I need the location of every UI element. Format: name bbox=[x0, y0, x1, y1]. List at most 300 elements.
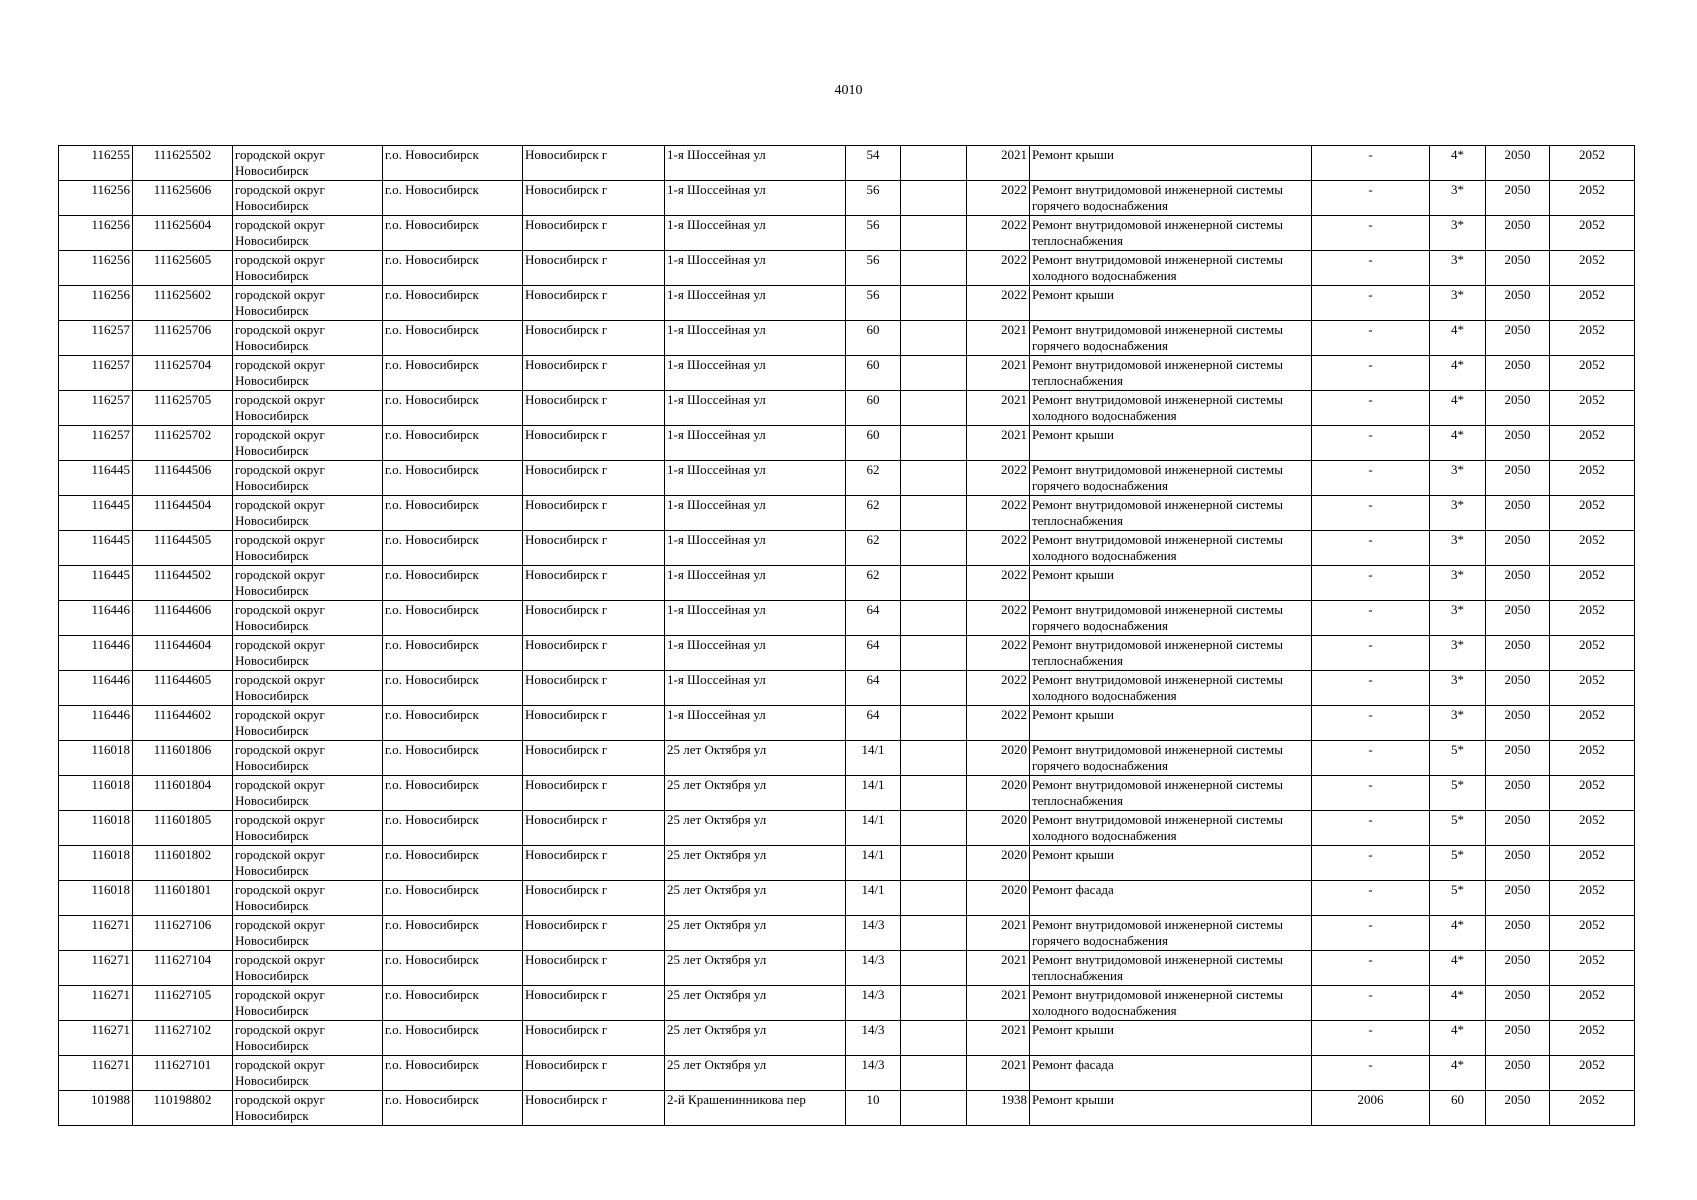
cell-building bbox=[901, 986, 967, 1021]
cell-service-life: 4* bbox=[1430, 146, 1486, 181]
cell-street: 1-я Шоссейная ул bbox=[665, 286, 846, 321]
cell-settlement: Новосибирск г bbox=[523, 426, 665, 461]
cell-year-built: 2022 bbox=[967, 671, 1030, 706]
cell-municipality: городской округ Новосибирск bbox=[233, 531, 383, 566]
cell-building bbox=[901, 461, 967, 496]
cell-work-type: Ремонт внутридомовой инженерной системы горячего водоснабжения bbox=[1030, 461, 1312, 496]
cell-year-built: 2020 bbox=[967, 881, 1030, 916]
cell-building bbox=[901, 1056, 967, 1091]
cell-municipal-district: г.о. Новосибирск bbox=[383, 251, 523, 286]
cell-last-repair-year: - bbox=[1312, 251, 1430, 286]
cell-street: 25 лет Октября ул bbox=[665, 986, 846, 1021]
cell-settlement: Новосибирск г bbox=[523, 461, 665, 496]
cell-element-id: 111627104 bbox=[133, 951, 233, 986]
cell-last-repair-year: - bbox=[1312, 531, 1430, 566]
cell-element-id: 111625705 bbox=[133, 391, 233, 426]
cell-building bbox=[901, 881, 967, 916]
cell-settlement: Новосибирск г bbox=[523, 636, 665, 671]
cell-planned-year-start: 2050 bbox=[1486, 356, 1550, 391]
cell-year-built: 1938 bbox=[967, 1091, 1030, 1126]
cell-work-type: Ремонт крыши bbox=[1030, 706, 1312, 741]
cell-municipal-district: г.о. Новосибирск bbox=[383, 426, 523, 461]
cell-planned-year-end: 2052 bbox=[1550, 496, 1635, 531]
cell-year-built: 2022 bbox=[967, 706, 1030, 741]
cell-last-repair-year: - bbox=[1312, 951, 1430, 986]
cell-municipal-district: г.о. Новосибирск bbox=[383, 1091, 523, 1126]
cell-municipal-district: г.о. Новосибирск bbox=[383, 461, 523, 496]
cell-element-id: 111601802 bbox=[133, 846, 233, 881]
cell-object-id: 116257 bbox=[59, 321, 133, 356]
cell-last-repair-year: 2006 bbox=[1312, 1091, 1430, 1126]
cell-year-built: 2021 bbox=[967, 951, 1030, 986]
cell-building bbox=[901, 426, 967, 461]
cell-year-built: 2021 bbox=[967, 986, 1030, 1021]
cell-service-life: 4* bbox=[1430, 356, 1486, 391]
cell-building bbox=[901, 706, 967, 741]
cell-planned-year-end: 2052 bbox=[1550, 986, 1635, 1021]
cell-municipality: городской округ Новосибирск bbox=[233, 426, 383, 461]
cell-building bbox=[901, 251, 967, 286]
cell-settlement: Новосибирск г bbox=[523, 531, 665, 566]
cell-settlement: Новосибирск г bbox=[523, 1056, 665, 1091]
table-row bbox=[59, 1091, 1635, 1126]
cell-work-type: Ремонт внутридомовой инженерной системы горячего водоснабжения bbox=[1030, 181, 1312, 216]
table-row bbox=[59, 1021, 1635, 1056]
cell-last-repair-year: - bbox=[1312, 1021, 1430, 1056]
cell-house-number: 56 bbox=[846, 216, 901, 251]
cell-service-life: 4* bbox=[1430, 951, 1486, 986]
cell-object-id: 116271 bbox=[59, 986, 133, 1021]
cell-street: 1-я Шоссейная ул bbox=[665, 496, 846, 531]
cell-municipal-district: г.о. Новосибирск bbox=[383, 776, 523, 811]
cell-year-built: 2022 bbox=[967, 636, 1030, 671]
cell-planned-year-start: 2050 bbox=[1486, 811, 1550, 846]
cell-service-life: 5* bbox=[1430, 811, 1486, 846]
cell-house-number: 14/3 bbox=[846, 916, 901, 951]
cell-building bbox=[901, 216, 967, 251]
cell-planned-year-end: 2052 bbox=[1550, 636, 1635, 671]
table-row bbox=[59, 286, 1635, 321]
cell-service-life: 3* bbox=[1430, 181, 1486, 216]
cell-settlement: Новосибирск г bbox=[523, 321, 665, 356]
cell-municipal-district: г.о. Новосибирск bbox=[383, 1056, 523, 1091]
cell-object-id: 116445 bbox=[59, 496, 133, 531]
cell-settlement: Новосибирск г bbox=[523, 951, 665, 986]
cell-building bbox=[901, 391, 967, 426]
cell-street: 1-я Шоссейная ул bbox=[665, 531, 846, 566]
cell-year-built: 2022 bbox=[967, 461, 1030, 496]
cell-work-type: Ремонт внутридомовой инженерной системы горячего водоснабжения bbox=[1030, 741, 1312, 776]
cell-building bbox=[901, 1021, 967, 1056]
cell-planned-year-start: 2050 bbox=[1486, 216, 1550, 251]
registry-table bbox=[58, 145, 1635, 1126]
cell-year-built: 2021 bbox=[967, 1056, 1030, 1091]
cell-planned-year-end: 2052 bbox=[1550, 706, 1635, 741]
cell-object-id: 116018 bbox=[59, 881, 133, 916]
cell-municipal-district: г.о. Новосибирск bbox=[383, 566, 523, 601]
cell-municipality: городской округ Новосибирск bbox=[233, 1091, 383, 1126]
cell-settlement: Новосибирск г bbox=[523, 846, 665, 881]
cell-work-type: Ремонт крыши bbox=[1030, 1021, 1312, 1056]
cell-street: 1-я Шоссейная ул bbox=[665, 391, 846, 426]
cell-element-id: 111601805 bbox=[133, 811, 233, 846]
cell-last-repair-year: - bbox=[1312, 741, 1430, 776]
cell-service-life: 5* bbox=[1430, 741, 1486, 776]
cell-building bbox=[901, 951, 967, 986]
cell-last-repair-year: - bbox=[1312, 811, 1430, 846]
cell-street: 1-я Шоссейная ул bbox=[665, 426, 846, 461]
cell-municipality: городской округ Новосибирск bbox=[233, 146, 383, 181]
cell-street: 25 лет Октября ул bbox=[665, 951, 846, 986]
cell-house-number: 10 bbox=[846, 1091, 901, 1126]
cell-service-life: 3* bbox=[1430, 286, 1486, 321]
cell-planned-year-start: 2050 bbox=[1486, 321, 1550, 356]
cell-municipality: городской округ Новосибирск bbox=[233, 741, 383, 776]
cell-last-repair-year: - bbox=[1312, 706, 1430, 741]
cell-municipal-district: г.о. Новосибирск bbox=[383, 321, 523, 356]
cell-year-built: 2021 bbox=[967, 426, 1030, 461]
cell-building bbox=[901, 601, 967, 636]
cell-last-repair-year: - bbox=[1312, 461, 1430, 496]
cell-object-id: 116271 bbox=[59, 951, 133, 986]
cell-house-number: 14/1 bbox=[846, 776, 901, 811]
cell-work-type: Ремонт фасада bbox=[1030, 1056, 1312, 1091]
cell-municipal-district: г.о. Новосибирск bbox=[383, 216, 523, 251]
cell-planned-year-end: 2052 bbox=[1550, 216, 1635, 251]
table-row bbox=[59, 146, 1635, 181]
cell-element-id: 111625606 bbox=[133, 181, 233, 216]
cell-municipality: городской округ Новосибирск bbox=[233, 776, 383, 811]
cell-street: 1-я Шоссейная ул bbox=[665, 706, 846, 741]
cell-work-type: Ремонт внутридомовой инженерной системы холодного водоснабжения bbox=[1030, 671, 1312, 706]
cell-service-life: 4* bbox=[1430, 916, 1486, 951]
cell-work-type: Ремонт крыши bbox=[1030, 146, 1312, 181]
cell-street: 1-я Шоссейная ул bbox=[665, 146, 846, 181]
cell-municipal-district: г.о. Новосибирск bbox=[383, 846, 523, 881]
cell-municipality: городской округ Новосибирск bbox=[233, 566, 383, 601]
cell-municipality: городской округ Новосибирск bbox=[233, 496, 383, 531]
table-row bbox=[59, 531, 1635, 566]
cell-street: 1-я Шоссейная ул bbox=[665, 216, 846, 251]
cell-building bbox=[901, 916, 967, 951]
cell-element-id: 111601806 bbox=[133, 741, 233, 776]
cell-municipal-district: г.о. Новосибирск bbox=[383, 391, 523, 426]
cell-municipality: городской округ Новосибирск bbox=[233, 1021, 383, 1056]
cell-municipality: городской округ Новосибирск bbox=[233, 671, 383, 706]
cell-element-id: 111644604 bbox=[133, 636, 233, 671]
cell-settlement: Новосибирск г bbox=[523, 1021, 665, 1056]
cell-building bbox=[901, 846, 967, 881]
table-row bbox=[59, 1056, 1635, 1091]
cell-planned-year-start: 2050 bbox=[1486, 881, 1550, 916]
cell-municipal-district: г.о. Новосибирск bbox=[383, 531, 523, 566]
cell-municipality: городской округ Новосибирск bbox=[233, 216, 383, 251]
cell-last-repair-year: - bbox=[1312, 566, 1430, 601]
cell-street: 2-й Крашенинникова пер bbox=[665, 1091, 846, 1126]
cell-settlement: Новосибирск г bbox=[523, 916, 665, 951]
cell-service-life: 3* bbox=[1430, 566, 1486, 601]
cell-street: 25 лет Октября ул bbox=[665, 916, 846, 951]
cell-element-id: 111644505 bbox=[133, 531, 233, 566]
cell-building bbox=[901, 566, 967, 601]
cell-planned-year-start: 2050 bbox=[1486, 951, 1550, 986]
cell-settlement: Новосибирск г bbox=[523, 391, 665, 426]
cell-house-number: 14/1 bbox=[846, 741, 901, 776]
cell-planned-year-start: 2050 bbox=[1486, 1056, 1550, 1091]
cell-municipality: городской округ Новосибирск bbox=[233, 916, 383, 951]
cell-street: 1-я Шоссейная ул bbox=[665, 251, 846, 286]
cell-work-type: Ремонт крыши bbox=[1030, 426, 1312, 461]
cell-municipal-district: г.о. Новосибирск bbox=[383, 181, 523, 216]
cell-street: 25 лет Октября ул bbox=[665, 811, 846, 846]
cell-object-id: 116257 bbox=[59, 356, 133, 391]
cell-planned-year-end: 2052 bbox=[1550, 601, 1635, 636]
cell-planned-year-end: 2052 bbox=[1550, 1021, 1635, 1056]
cell-last-repair-year: - bbox=[1312, 321, 1430, 356]
table-body bbox=[59, 146, 1635, 1126]
cell-house-number: 64 bbox=[846, 706, 901, 741]
cell-house-number: 56 bbox=[846, 181, 901, 216]
cell-year-built: 2022 bbox=[967, 566, 1030, 601]
cell-year-built: 2022 bbox=[967, 181, 1030, 216]
cell-service-life: 3* bbox=[1430, 671, 1486, 706]
cell-last-repair-year: - bbox=[1312, 1056, 1430, 1091]
cell-service-life: 4* bbox=[1430, 391, 1486, 426]
cell-municipal-district: г.о. Новосибирск bbox=[383, 1021, 523, 1056]
cell-planned-year-end: 2052 bbox=[1550, 426, 1635, 461]
cell-municipality: городской округ Новосибирск bbox=[233, 601, 383, 636]
cell-settlement: Новосибирск г bbox=[523, 1091, 665, 1126]
cell-street: 25 лет Октября ул bbox=[665, 776, 846, 811]
cell-year-built: 2020 bbox=[967, 741, 1030, 776]
table-row bbox=[59, 181, 1635, 216]
cell-planned-year-start: 2050 bbox=[1486, 776, 1550, 811]
cell-street: 25 лет Октября ул bbox=[665, 881, 846, 916]
table-row bbox=[59, 741, 1635, 776]
cell-house-number: 14/3 bbox=[846, 951, 901, 986]
table-row bbox=[59, 216, 1635, 251]
cell-settlement: Новосибирск г bbox=[523, 251, 665, 286]
table-row bbox=[59, 496, 1635, 531]
cell-last-repair-year: - bbox=[1312, 181, 1430, 216]
cell-street: 25 лет Октября ул bbox=[665, 846, 846, 881]
cell-building bbox=[901, 776, 967, 811]
cell-last-repair-year: - bbox=[1312, 146, 1430, 181]
cell-element-id: 111625704 bbox=[133, 356, 233, 391]
cell-service-life: 3* bbox=[1430, 461, 1486, 496]
cell-object-id: 116256 bbox=[59, 286, 133, 321]
cell-work-type: Ремонт внутридомовой инженерной системы горячего водоснабжения bbox=[1030, 321, 1312, 356]
cell-building bbox=[901, 496, 967, 531]
cell-house-number: 62 bbox=[846, 496, 901, 531]
cell-year-built: 2022 bbox=[967, 286, 1030, 321]
cell-street: 1-я Шоссейная ул bbox=[665, 181, 846, 216]
cell-planned-year-start: 2050 bbox=[1486, 741, 1550, 776]
cell-object-id: 116018 bbox=[59, 741, 133, 776]
cell-house-number: 62 bbox=[846, 461, 901, 496]
cell-planned-year-end: 2052 bbox=[1550, 811, 1635, 846]
cell-street: 1-я Шоссейная ул bbox=[665, 636, 846, 671]
cell-element-id: 110198802 bbox=[133, 1091, 233, 1126]
cell-element-id: 111625706 bbox=[133, 321, 233, 356]
cell-service-life: 3* bbox=[1430, 216, 1486, 251]
cell-house-number: 60 bbox=[846, 321, 901, 356]
cell-house-number: 14/3 bbox=[846, 1021, 901, 1056]
cell-object-id: 116445 bbox=[59, 531, 133, 566]
cell-object-id: 116446 bbox=[59, 636, 133, 671]
cell-object-id: 116257 bbox=[59, 426, 133, 461]
cell-element-id: 111625502 bbox=[133, 146, 233, 181]
cell-last-repair-year: - bbox=[1312, 881, 1430, 916]
cell-building bbox=[901, 356, 967, 391]
cell-element-id: 111625604 bbox=[133, 216, 233, 251]
cell-street: 25 лет Октября ул bbox=[665, 741, 846, 776]
cell-house-number: 54 bbox=[846, 146, 901, 181]
cell-year-built: 2021 bbox=[967, 356, 1030, 391]
cell-work-type: Ремонт крыши bbox=[1030, 566, 1312, 601]
cell-work-type: Ремонт внутридомовой инженерной системы холодного водоснабжения bbox=[1030, 391, 1312, 426]
cell-work-type: Ремонт внутридомовой инженерной системы горячего водоснабжения bbox=[1030, 601, 1312, 636]
table-row bbox=[59, 811, 1635, 846]
cell-object-id: 116256 bbox=[59, 181, 133, 216]
cell-service-life: 3* bbox=[1430, 496, 1486, 531]
cell-municipal-district: г.о. Новосибирск bbox=[383, 496, 523, 531]
cell-work-type: Ремонт внутридомовой инженерной системы теплоснабжения bbox=[1030, 636, 1312, 671]
cell-municipal-district: г.о. Новосибирск bbox=[383, 811, 523, 846]
cell-municipal-district: г.о. Новосибирск bbox=[383, 986, 523, 1021]
cell-settlement: Новосибирск г bbox=[523, 146, 665, 181]
cell-last-repair-year: - bbox=[1312, 671, 1430, 706]
cell-municipality: городской округ Новосибирск bbox=[233, 251, 383, 286]
cell-element-id: 111625602 bbox=[133, 286, 233, 321]
cell-object-id: 116256 bbox=[59, 251, 133, 286]
cell-work-type: Ремонт внутридомовой инженерной системы теплоснабжения bbox=[1030, 216, 1312, 251]
cell-object-id: 116255 bbox=[59, 146, 133, 181]
cell-municipality: городской округ Новосибирск bbox=[233, 1056, 383, 1091]
cell-element-id: 111644506 bbox=[133, 461, 233, 496]
cell-house-number: 64 bbox=[846, 636, 901, 671]
cell-planned-year-end: 2052 bbox=[1550, 1056, 1635, 1091]
cell-settlement: Новосибирск г bbox=[523, 216, 665, 251]
cell-building bbox=[901, 181, 967, 216]
cell-planned-year-end: 2052 bbox=[1550, 391, 1635, 426]
cell-municipal-district: г.о. Новосибирск bbox=[383, 881, 523, 916]
cell-street: 1-я Шоссейная ул bbox=[665, 356, 846, 391]
cell-municipality: городской округ Новосибирск bbox=[233, 461, 383, 496]
cell-last-repair-year: - bbox=[1312, 846, 1430, 881]
cell-element-id: 111625605 bbox=[133, 251, 233, 286]
cell-year-built: 2022 bbox=[967, 251, 1030, 286]
cell-street: 1-я Шоссейная ул bbox=[665, 601, 846, 636]
cell-object-id: 116446 bbox=[59, 601, 133, 636]
cell-settlement: Новосибирск г bbox=[523, 496, 665, 531]
table-row bbox=[59, 251, 1635, 286]
cell-element-id: 111627102 bbox=[133, 1021, 233, 1056]
cell-service-life: 5* bbox=[1430, 776, 1486, 811]
cell-work-type: Ремонт внутридомовой инженерной системы холодного водоснабжения bbox=[1030, 531, 1312, 566]
cell-planned-year-start: 2050 bbox=[1486, 531, 1550, 566]
cell-last-repair-year: - bbox=[1312, 286, 1430, 321]
cell-work-type: Ремонт внутридомовой инженерной системы холодного водоснабжения bbox=[1030, 986, 1312, 1021]
cell-municipality: городской округ Новосибирск bbox=[233, 881, 383, 916]
table-row bbox=[59, 426, 1635, 461]
cell-house-number: 14/1 bbox=[846, 881, 901, 916]
cell-object-id: 116257 bbox=[59, 391, 133, 426]
cell-municipality: городской округ Новосибирск bbox=[233, 846, 383, 881]
cell-planned-year-end: 2052 bbox=[1550, 181, 1635, 216]
cell-element-id: 111644502 bbox=[133, 566, 233, 601]
cell-object-id: 116271 bbox=[59, 1056, 133, 1091]
cell-building bbox=[901, 321, 967, 356]
cell-house-number: 60 bbox=[846, 391, 901, 426]
cell-street: 1-я Шоссейная ул bbox=[665, 461, 846, 496]
cell-house-number: 14/1 bbox=[846, 846, 901, 881]
cell-service-life: 4* bbox=[1430, 426, 1486, 461]
cell-settlement: Новосибирск г bbox=[523, 811, 665, 846]
cell-municipality: городской округ Новосибирск bbox=[233, 636, 383, 671]
cell-year-built: 2020 bbox=[967, 811, 1030, 846]
cell-house-number: 14/3 bbox=[846, 986, 901, 1021]
cell-object-id: 116018 bbox=[59, 846, 133, 881]
cell-work-type: Ремонт внутридомовой инженерной системы горячего водоснабжения bbox=[1030, 916, 1312, 951]
cell-street: 1-я Шоссейная ул bbox=[665, 321, 846, 356]
table-row bbox=[59, 356, 1635, 391]
cell-municipality: городской округ Новосибирск bbox=[233, 811, 383, 846]
table-row bbox=[59, 846, 1635, 881]
cell-last-repair-year: - bbox=[1312, 391, 1430, 426]
cell-work-type: Ремонт крыши bbox=[1030, 286, 1312, 321]
cell-planned-year-end: 2052 bbox=[1550, 356, 1635, 391]
cell-building bbox=[901, 811, 967, 846]
cell-planned-year-start: 2050 bbox=[1486, 566, 1550, 601]
table-row bbox=[59, 916, 1635, 951]
cell-work-type: Ремонт крыши bbox=[1030, 1091, 1312, 1126]
cell-last-repair-year: - bbox=[1312, 636, 1430, 671]
cell-last-repair-year: - bbox=[1312, 601, 1430, 636]
cell-planned-year-end: 2052 bbox=[1550, 251, 1635, 286]
cell-building bbox=[901, 286, 967, 321]
cell-planned-year-end: 2052 bbox=[1550, 1091, 1635, 1126]
cell-work-type: Ремонт внутридомовой инженерной системы теплоснабжения bbox=[1030, 496, 1312, 531]
cell-planned-year-start: 2050 bbox=[1486, 706, 1550, 741]
table-row bbox=[59, 391, 1635, 426]
cell-house-number: 60 bbox=[846, 426, 901, 461]
cell-last-repair-year: - bbox=[1312, 986, 1430, 1021]
cell-planned-year-end: 2052 bbox=[1550, 461, 1635, 496]
cell-house-number: 60 bbox=[846, 356, 901, 391]
cell-service-life: 3* bbox=[1430, 706, 1486, 741]
cell-last-repair-year: - bbox=[1312, 426, 1430, 461]
cell-work-type: Ремонт крыши bbox=[1030, 846, 1312, 881]
table-row bbox=[59, 776, 1635, 811]
cell-element-id: 111627106 bbox=[133, 916, 233, 951]
cell-planned-year-start: 2050 bbox=[1486, 286, 1550, 321]
cell-element-id: 111644606 bbox=[133, 601, 233, 636]
cell-year-built: 2022 bbox=[967, 601, 1030, 636]
cell-building bbox=[901, 1091, 967, 1126]
cell-service-life: 4* bbox=[1430, 1056, 1486, 1091]
cell-last-repair-year: - bbox=[1312, 916, 1430, 951]
cell-element-id: 111627105 bbox=[133, 986, 233, 1021]
cell-element-id: 111601801 bbox=[133, 881, 233, 916]
cell-last-repair-year: - bbox=[1312, 496, 1430, 531]
cell-object-id: 101988 bbox=[59, 1091, 133, 1126]
cell-planned-year-start: 2050 bbox=[1486, 391, 1550, 426]
cell-last-repair-year: - bbox=[1312, 216, 1430, 251]
table-row bbox=[59, 671, 1635, 706]
table-row bbox=[59, 636, 1635, 671]
table-row bbox=[59, 706, 1635, 741]
